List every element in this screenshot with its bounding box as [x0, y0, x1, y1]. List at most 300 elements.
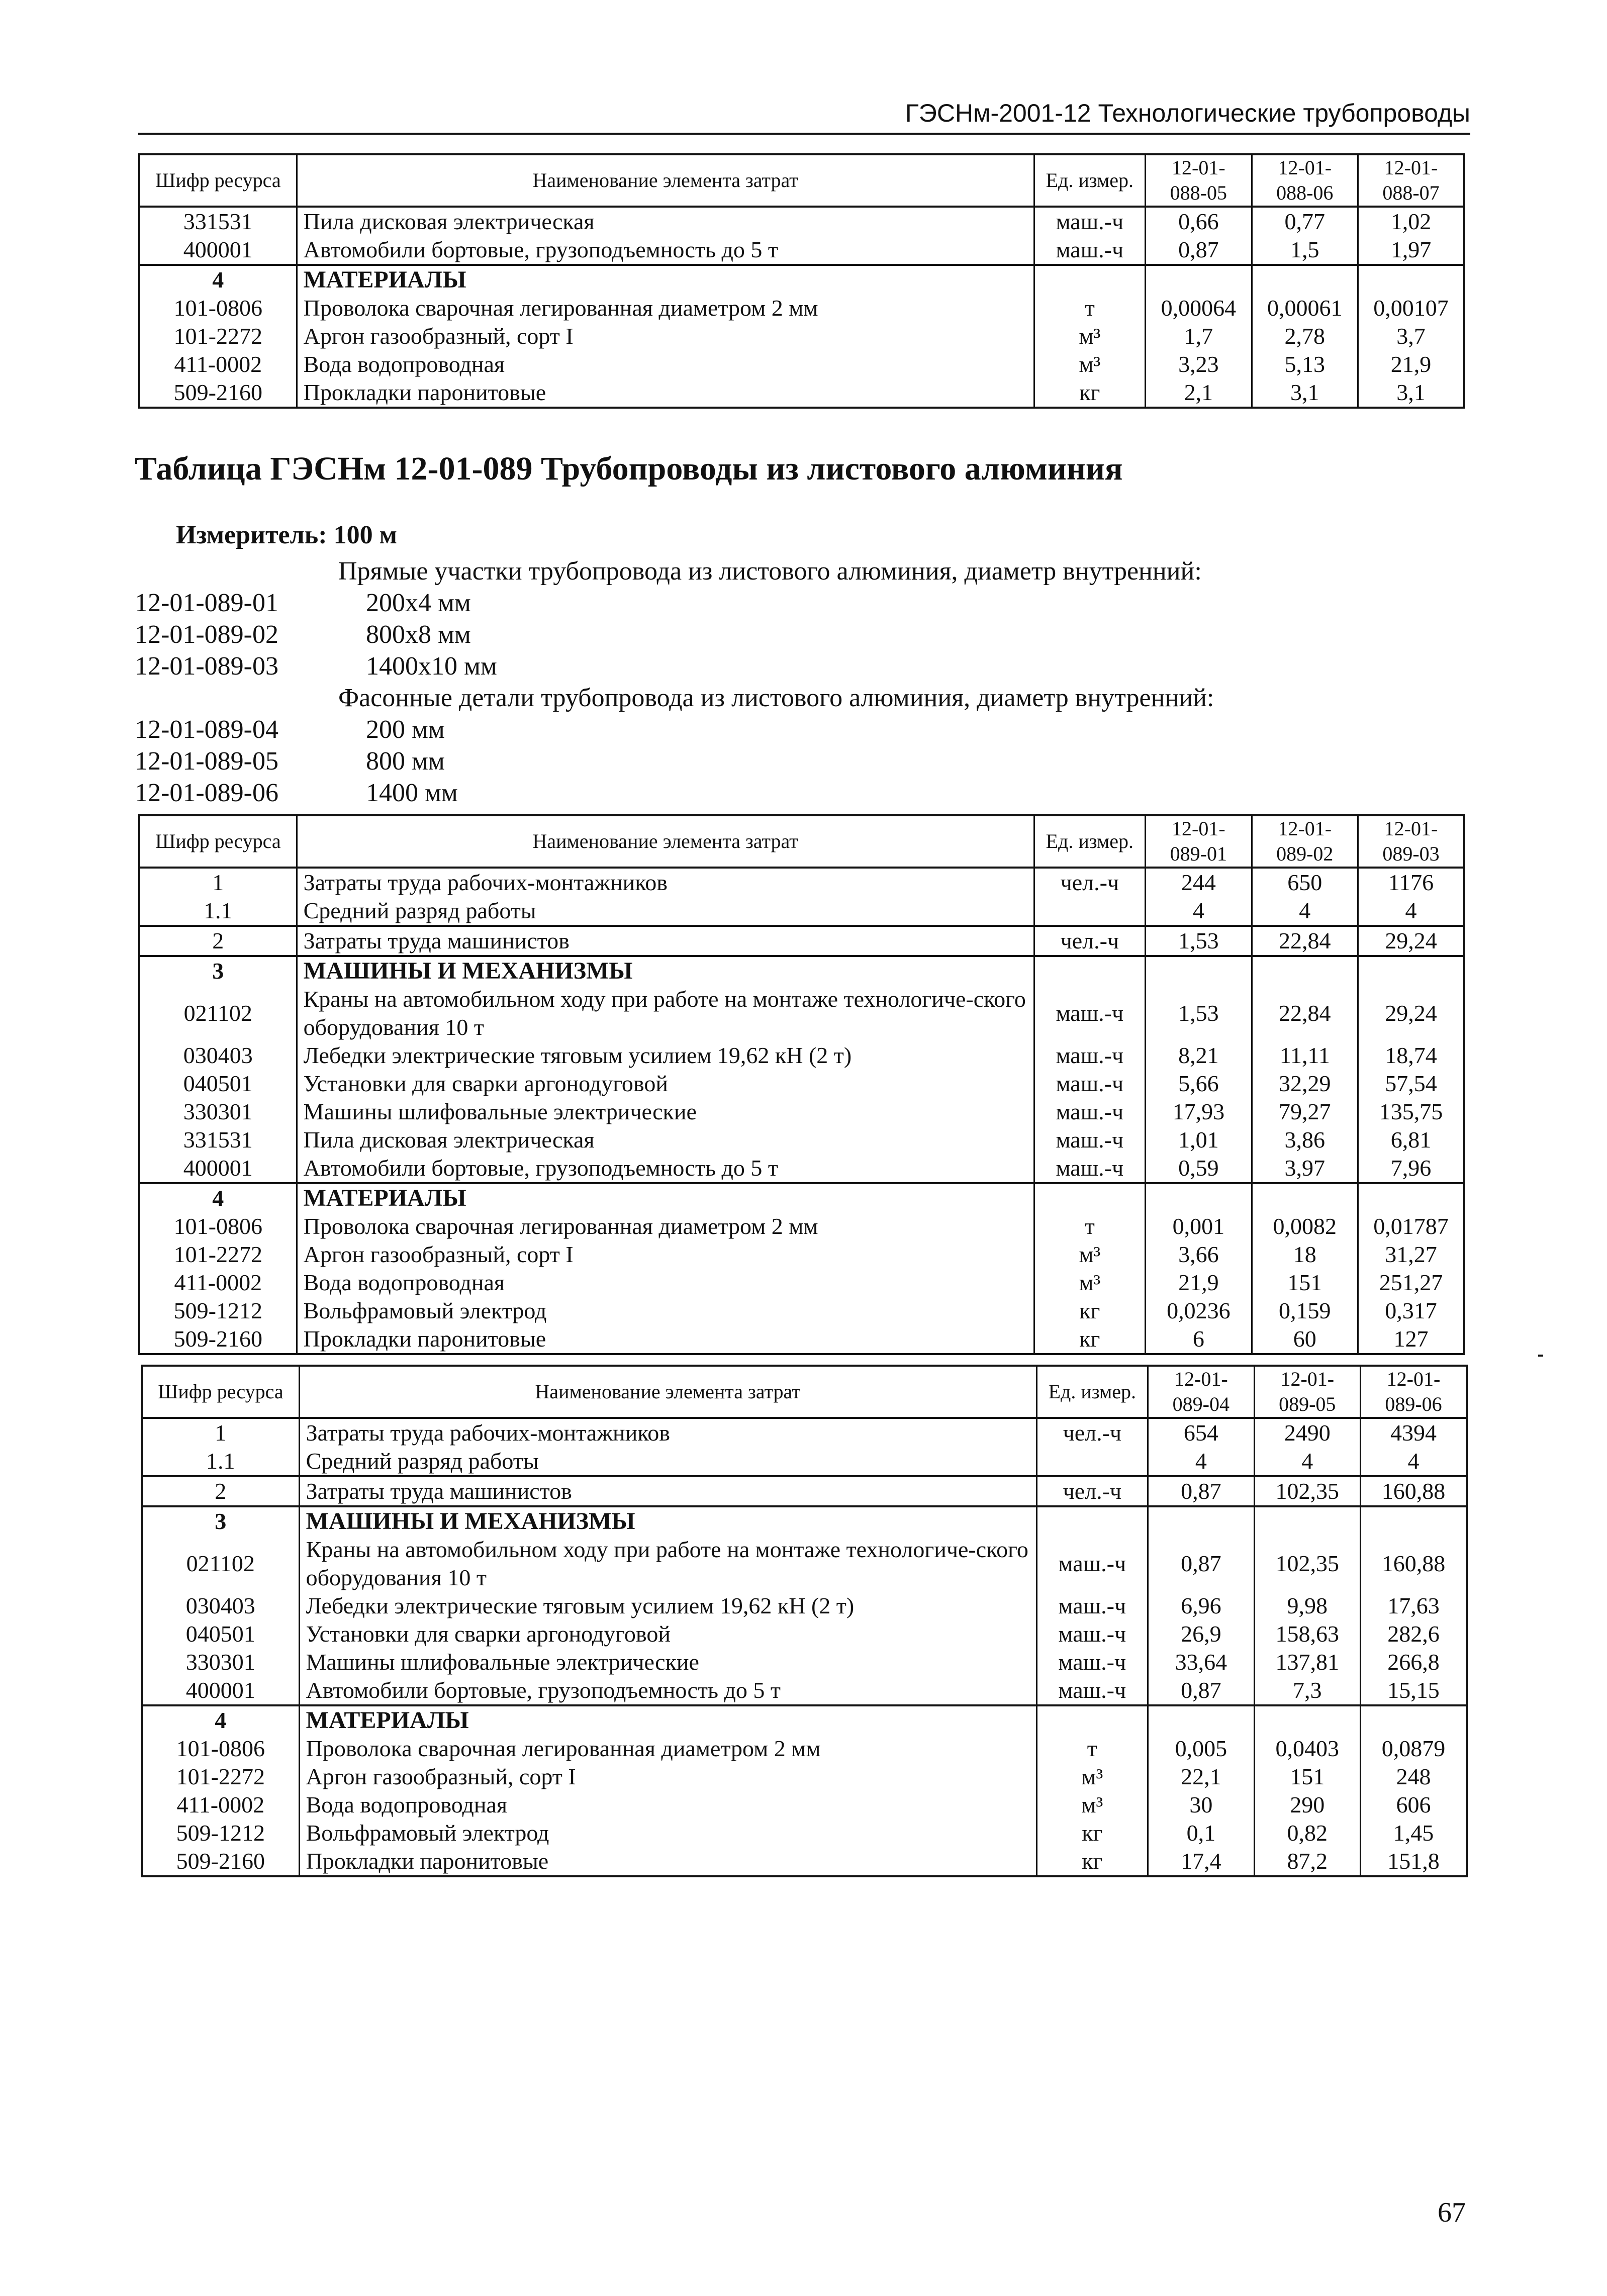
table-row	[142, 1418, 1467, 1447]
resource-value: 0,1	[1148, 1819, 1254, 1847]
resource-code: 400001	[142, 1676, 299, 1705]
header-code: Шифр ресурса	[139, 815, 297, 868]
header-unit: Ед. измер.	[1036, 1366, 1148, 1418]
resource-value: 160,88	[1361, 1476, 1467, 1506]
resource-unit: м³	[1034, 350, 1146, 378]
header-norm-code: 12-01- 089-02	[1252, 815, 1358, 868]
header-norm-code: 12-01- 088-05	[1146, 154, 1252, 207]
resource-code: 330301	[139, 1098, 297, 1126]
resource-value: 0,82	[1254, 1819, 1360, 1847]
resource-value: 5,13	[1252, 350, 1358, 378]
resource-unit: маш.-ч	[1034, 236, 1146, 265]
section-row	[139, 265, 1464, 294]
resource-value: 102,35	[1254, 1476, 1360, 1506]
resource-code: 509-2160	[139, 378, 297, 408]
resource-value: 1176	[1358, 868, 1465, 897]
resource-value: 1,97	[1358, 236, 1465, 265]
resource-unit: т	[1036, 1735, 1148, 1763]
resource-unit: маш.-ч	[1034, 207, 1146, 236]
resource-value: 0,77	[1252, 207, 1358, 236]
table-row	[142, 1592, 1467, 1620]
table-row	[142, 1791, 1467, 1819]
resource-value: 17,63	[1361, 1592, 1467, 1620]
section-row	[142, 1506, 1467, 1536]
table-row	[139, 207, 1464, 236]
item-size: 200 мм	[366, 715, 445, 744]
resource-unit: т	[1034, 294, 1146, 322]
resource-value: 0,00061	[1252, 294, 1358, 322]
resource-code: 3	[142, 1506, 299, 1536]
resource-value: 6,81	[1358, 1126, 1465, 1154]
measure-unit: Измеритель: 100 м	[176, 521, 398, 549]
resource-value: 8,21	[1146, 1041, 1252, 1070]
resource-code: 509-1212	[139, 1297, 297, 1325]
resource-value	[1252, 265, 1358, 294]
table-row	[139, 1041, 1464, 1070]
resource-name: Автомобили бортовые, грузоподъемность до 5 т	[299, 1676, 1036, 1705]
resource-code: 101-2272	[142, 1763, 299, 1791]
resource-value: 6	[1146, 1325, 1252, 1354]
resource-value: 22,1	[1148, 1763, 1254, 1791]
resource-name: Проволока сварочная легированная диаметром 2 мм	[299, 1735, 1036, 1763]
resource-value: 0,66	[1146, 207, 1252, 236]
table-row	[139, 1126, 1464, 1154]
resource-name: Установки для сварки аргонодуговой	[299, 1620, 1036, 1648]
resource-value: 606	[1361, 1791, 1467, 1819]
resource-code: 101-0806	[139, 1212, 297, 1240]
resource-unit: т	[1034, 1212, 1146, 1240]
resource-name: Прокладки паронитовые	[299, 1847, 1036, 1876]
resource-value: 1,01	[1146, 1126, 1252, 1154]
resource-code: 030403	[139, 1041, 297, 1070]
resource-table-088	[138, 153, 1465, 409]
header-code: Шифр ресурса	[142, 1366, 299, 1418]
resource-value: 0,159	[1252, 1297, 1358, 1325]
resource-unit: кг	[1036, 1847, 1148, 1876]
resource-value: 3,23	[1146, 350, 1252, 378]
resource-value: 29,24	[1358, 985, 1465, 1041]
item-code: 12-01-089-03	[135, 652, 278, 681]
resource-value: 3,1	[1358, 378, 1465, 408]
resource-code: 1	[139, 868, 297, 897]
header-name: Наименование элемента затрат	[297, 154, 1034, 207]
resource-value: 158,63	[1254, 1620, 1360, 1648]
resource-value: 151,8	[1361, 1847, 1467, 1876]
resource-unit: м³	[1036, 1791, 1148, 1819]
resource-unit: маш.-ч	[1034, 1154, 1146, 1183]
resource-value: 0,317	[1358, 1297, 1465, 1325]
header-norm-code: 12-01- 089-03	[1358, 815, 1465, 868]
resource-name: Пила дисковая электрическая	[297, 1126, 1034, 1154]
resource-unit: м³	[1034, 1240, 1146, 1269]
resource-name: МАШИНЫ И МЕХАНИЗМЫ	[299, 1506, 1036, 1536]
section-title: Таблица ГЭСНм 12-01-089 Трубопроводы из листового алюминия	[135, 450, 1123, 487]
resource-value	[1146, 1183, 1252, 1212]
resource-unit: маш.-ч	[1034, 1070, 1146, 1098]
item-size: 200х4 мм	[366, 589, 471, 617]
resource-name: Машины шлифовальные электрические	[299, 1648, 1036, 1676]
resource-value: 22,84	[1252, 985, 1358, 1041]
resource-unit	[1034, 1183, 1146, 1212]
resource-unit	[1036, 1506, 1148, 1536]
resource-value	[1358, 265, 1465, 294]
resource-value: 0,00064	[1146, 294, 1252, 322]
resource-code: 509-2160	[139, 1325, 297, 1354]
table-row	[139, 236, 1464, 265]
resource-value: 1,7	[1146, 322, 1252, 350]
table-row	[139, 868, 1464, 897]
resource-code: 1.1	[142, 1447, 299, 1476]
resource-value: 30	[1148, 1791, 1254, 1819]
resource-value: 266,8	[1361, 1648, 1467, 1676]
resource-value: 0,005	[1148, 1735, 1254, 1763]
resource-value: 0,00107	[1358, 294, 1465, 322]
table-row	[139, 294, 1464, 322]
resource-value: 3,7	[1358, 322, 1465, 350]
resource-value	[1361, 1506, 1467, 1536]
resource-code: 2	[142, 1476, 299, 1506]
resource-unit: маш.-ч	[1036, 1648, 1148, 1676]
resource-value: 3,1	[1252, 378, 1358, 408]
resource-value: 4	[1148, 1447, 1254, 1476]
resource-value: 3,86	[1252, 1126, 1358, 1154]
resource-value: 7,3	[1254, 1676, 1360, 1705]
resource-name: Установки для сварки аргонодуговой	[297, 1070, 1034, 1098]
resource-name: МАТЕРИАЛЫ	[297, 1183, 1034, 1212]
resource-value: 18	[1252, 1240, 1358, 1269]
resource-code: 331531	[139, 207, 297, 236]
resource-unit: маш.-ч	[1034, 985, 1146, 1041]
resource-value: 1,53	[1146, 985, 1252, 1041]
resource-name: Вольфрамовый электрод	[299, 1819, 1036, 1847]
resource-value: 87,2	[1254, 1847, 1360, 1876]
resource-code: 101-0806	[142, 1735, 299, 1763]
table-header-row	[139, 154, 1464, 207]
table-header-row	[139, 815, 1464, 868]
table-row	[139, 926, 1464, 956]
resource-code: 101-2272	[139, 1240, 297, 1269]
resource-unit	[1036, 1447, 1148, 1476]
section-row	[139, 1183, 1464, 1212]
resource-code: 411-0002	[142, 1791, 299, 1819]
resource-value: 15,15	[1361, 1676, 1467, 1705]
resource-name: Прокладки паронитовые	[297, 378, 1034, 408]
resource-value: 244	[1146, 868, 1252, 897]
resource-name: Средний разряд работы	[297, 897, 1034, 926]
resource-name: Проволока сварочная легированная диаметром 2 мм	[297, 294, 1034, 322]
resource-unit: чел.-ч	[1034, 926, 1146, 956]
resource-value	[1254, 1506, 1360, 1536]
resource-value	[1361, 1705, 1467, 1735]
resource-value: 151	[1252, 1269, 1358, 1297]
resource-unit: чел.-ч	[1034, 868, 1146, 897]
resource-value: 0,87	[1148, 1476, 1254, 1506]
resource-value: 654	[1148, 1418, 1254, 1447]
resource-value	[1254, 1705, 1360, 1735]
item-size: 800х8 мм	[366, 620, 471, 649]
resource-value: 4394	[1361, 1418, 1467, 1447]
resource-name: МАТЕРИАЛЫ	[297, 265, 1034, 294]
resource-table-089-04-06	[141, 1365, 1468, 1877]
margin-mark	[1538, 1355, 1543, 1357]
resource-name: Лебедки электрические тяговым усилием 19,62 кН (2 т)	[299, 1592, 1036, 1620]
table-row	[139, 1269, 1464, 1297]
item-code: 12-01-089-01	[135, 589, 278, 617]
table-row	[139, 1070, 1464, 1098]
resource-value: 1,53	[1146, 926, 1252, 956]
resource-value: 0,0403	[1254, 1735, 1360, 1763]
resource-name: Автомобили бортовые, грузоподъемность до 5 т	[297, 236, 1034, 265]
resource-value: 17,93	[1146, 1098, 1252, 1126]
resource-value: 0,01787	[1358, 1212, 1465, 1240]
table-row	[142, 1763, 1467, 1791]
item-size: 1400х10 мм	[366, 652, 497, 681]
resource-code: 021102	[142, 1536, 299, 1592]
resource-value: 1,02	[1358, 207, 1465, 236]
resource-value: 0,0082	[1252, 1212, 1358, 1240]
header-norm-code: 12-01- 089-01	[1146, 815, 1252, 868]
running-title: ГЭСНм-2001-12 Технологические трубопроводы	[905, 99, 1470, 127]
resource-code: 021102	[139, 985, 297, 1041]
item-group-heading: Фасонные детали трубопровода из листового алюминия, диаметр внутренний:	[338, 684, 1214, 712]
item-group-heading: Прямые участки трубопровода из листового алюминия, диаметр внутренний:	[338, 557, 1202, 586]
resource-unit: кг	[1034, 1325, 1146, 1354]
resource-code: 509-2160	[142, 1847, 299, 1876]
table-row	[142, 1536, 1467, 1592]
resource-value	[1148, 1705, 1254, 1735]
table-header-row	[142, 1366, 1467, 1418]
resource-name: Аргон газообразный, сорт I	[297, 1240, 1034, 1269]
resource-value: 650	[1252, 868, 1358, 897]
resource-name: Пила дисковая электрическая	[297, 207, 1034, 236]
resource-value: 79,27	[1252, 1098, 1358, 1126]
section-row	[139, 956, 1464, 985]
resource-value: 2,1	[1146, 378, 1252, 408]
resource-name: Вода водопроводная	[299, 1791, 1036, 1819]
resource-value: 3,66	[1146, 1240, 1252, 1269]
table-row	[142, 1676, 1467, 1705]
table-row	[139, 897, 1464, 926]
resource-code: 330301	[142, 1648, 299, 1676]
resource-value: 0,0879	[1361, 1735, 1467, 1763]
resource-value: 160,88	[1361, 1536, 1467, 1592]
resource-unit	[1034, 956, 1146, 985]
table-row	[139, 1240, 1464, 1269]
resource-value: 32,29	[1252, 1070, 1358, 1098]
resource-value: 1,5	[1252, 236, 1358, 265]
resource-value: 7,96	[1358, 1154, 1465, 1183]
resource-value: 248	[1361, 1763, 1467, 1791]
resource-code: 3	[139, 956, 297, 985]
resource-code: 411-0002	[139, 1269, 297, 1297]
resource-unit: маш.-ч	[1034, 1126, 1146, 1154]
header-name: Наименование элемента затрат	[299, 1366, 1036, 1418]
resource-value: 29,24	[1358, 926, 1465, 956]
resource-name: Средний разряд работы	[299, 1447, 1036, 1476]
table-row	[142, 1648, 1467, 1676]
table-row	[142, 1819, 1467, 1847]
resource-name: Затраты труда рабочих-монтажников	[297, 868, 1034, 897]
table-row	[142, 1476, 1467, 1506]
resource-name: Аргон газообразный, сорт I	[297, 322, 1034, 350]
resource-code: 101-2272	[139, 322, 297, 350]
resource-value: 2,78	[1252, 322, 1358, 350]
resource-code: 4	[139, 1183, 297, 1212]
resource-name: Автомобили бортовые, грузоподъемность до 5 т	[297, 1154, 1034, 1183]
resource-code: 040501	[139, 1070, 297, 1098]
resource-value: 2490	[1254, 1418, 1360, 1447]
header-norm-code: 12-01- 089-04	[1148, 1366, 1254, 1418]
resource-name: Проволока сварочная легированная диаметром 2 мм	[297, 1212, 1034, 1240]
resource-unit: маш.-ч	[1036, 1620, 1148, 1648]
resource-value: 21,9	[1146, 1269, 1252, 1297]
resource-unit	[1034, 897, 1146, 926]
resource-code: 331531	[139, 1126, 297, 1154]
resource-value: 17,4	[1148, 1847, 1254, 1876]
resource-value: 33,64	[1148, 1648, 1254, 1676]
resource-value: 9,98	[1254, 1592, 1360, 1620]
resource-value: 31,27	[1358, 1240, 1465, 1269]
table-row	[139, 1297, 1464, 1325]
resource-unit: м³	[1034, 322, 1146, 350]
resource-value: 18,74	[1358, 1041, 1465, 1070]
table-row	[142, 1735, 1467, 1763]
resource-unit: маш.-ч	[1036, 1676, 1148, 1705]
resource-value: 102,35	[1254, 1536, 1360, 1592]
resource-value	[1146, 265, 1252, 294]
resource-value: 151	[1254, 1763, 1360, 1791]
resource-value: 137,81	[1254, 1648, 1360, 1676]
page-number: 67	[1438, 2197, 1466, 2228]
resource-name: Вольфрамовый электрод	[297, 1297, 1034, 1325]
resource-unit: кг	[1036, 1819, 1148, 1847]
resource-name: Затраты труда машинистов	[297, 926, 1034, 956]
resource-code: 030403	[142, 1592, 299, 1620]
resource-value: 4	[1358, 897, 1465, 926]
header-norm-code: 12-01- 089-06	[1361, 1366, 1467, 1418]
header-norm-code: 12-01- 088-07	[1358, 154, 1465, 207]
table-row	[139, 1325, 1464, 1354]
resource-value: 4	[1254, 1447, 1360, 1476]
resource-value: 5,66	[1146, 1070, 1252, 1098]
resource-code: 2	[139, 926, 297, 956]
resource-name: Краны на автомобильном ходу при работе на монтаже технологиче-ского оборудования 10 т	[299, 1536, 1036, 1592]
table-row	[139, 322, 1464, 350]
table-row	[139, 350, 1464, 378]
resource-name: Аргон газообразный, сорт I	[299, 1763, 1036, 1791]
resource-code: 101-0806	[139, 294, 297, 322]
resource-value: 21,9	[1358, 350, 1465, 378]
resource-unit: чел.-ч	[1036, 1476, 1148, 1506]
resource-value: 26,9	[1148, 1620, 1254, 1648]
header-name: Наименование элемента затрат	[297, 815, 1034, 868]
item-code: 12-01-089-06	[135, 779, 278, 807]
resource-value: 4	[1252, 897, 1358, 926]
resource-value: 0,87	[1148, 1536, 1254, 1592]
item-code: 12-01-089-05	[135, 747, 278, 776]
table-row	[139, 1212, 1464, 1240]
table-row	[139, 1098, 1464, 1126]
resource-value: 11,11	[1252, 1041, 1358, 1070]
resource-value: 0,0236	[1146, 1297, 1252, 1325]
resource-unit: маш.-ч	[1036, 1592, 1148, 1620]
resource-unit: маш.-ч	[1034, 1098, 1146, 1126]
resource-value: 60	[1252, 1325, 1358, 1354]
resource-name: МАШИНЫ И МЕХАНИЗМЫ	[297, 956, 1034, 985]
running-header	[138, 89, 1470, 135]
resource-value: 0,87	[1146, 236, 1252, 265]
resource-value	[1146, 956, 1252, 985]
resource-value: 4	[1361, 1447, 1467, 1476]
resource-value: 127	[1358, 1325, 1465, 1354]
resource-value: 22,84	[1252, 926, 1358, 956]
resource-value: 0,001	[1146, 1212, 1252, 1240]
resource-value: 6,96	[1148, 1592, 1254, 1620]
resource-value: 0,87	[1148, 1676, 1254, 1705]
table-row	[142, 1847, 1467, 1876]
item-size: 800 мм	[366, 747, 445, 776]
resource-unit: чел.-ч	[1036, 1418, 1148, 1447]
resource-value: 290	[1254, 1791, 1360, 1819]
resource-name: Краны на автомобильном ходу при работе на монтаже технологиче-ского оборудования 10 т	[297, 985, 1034, 1041]
resource-value	[1252, 1183, 1358, 1212]
resource-value: 57,54	[1358, 1070, 1465, 1098]
resource-code: 509-1212	[142, 1819, 299, 1847]
resource-unit	[1036, 1705, 1148, 1735]
resource-code: 040501	[142, 1620, 299, 1648]
header-code: Шифр ресурса	[139, 154, 297, 207]
header-unit: Ед. измер.	[1034, 815, 1146, 868]
resource-value: 282,6	[1361, 1620, 1467, 1648]
resource-name: Затраты труда машинистов	[299, 1476, 1036, 1506]
resource-value	[1148, 1506, 1254, 1536]
resource-value: 4	[1146, 897, 1252, 926]
resource-value	[1358, 956, 1465, 985]
resource-table-089-01-03	[138, 814, 1465, 1355]
table-row	[139, 985, 1464, 1041]
table-row	[139, 378, 1464, 408]
header-norm-code: 12-01- 089-05	[1254, 1366, 1360, 1418]
resource-code: 400001	[139, 236, 297, 265]
resource-name: Лебедки электрические тяговым усилием 19,62 кН (2 т)	[297, 1041, 1034, 1070]
resource-name: Машины шлифовальные электрические	[297, 1098, 1034, 1126]
resource-code: 411-0002	[139, 350, 297, 378]
resource-unit	[1034, 265, 1146, 294]
resource-unit: маш.-ч	[1036, 1536, 1148, 1592]
resource-value	[1358, 1183, 1465, 1212]
table-row	[139, 1154, 1464, 1183]
resource-unit: кг	[1034, 1297, 1146, 1325]
resource-code: 400001	[139, 1154, 297, 1183]
item-size: 1400 мм	[366, 779, 458, 807]
resource-code: 4	[142, 1705, 299, 1735]
resource-unit: м³	[1036, 1763, 1148, 1791]
resource-unit: м³	[1034, 1269, 1146, 1297]
resource-code: 1.1	[139, 897, 297, 926]
resource-name: Вода водопроводная	[297, 1269, 1034, 1297]
resource-code: 4	[139, 265, 297, 294]
table-row	[142, 1620, 1467, 1648]
resource-value: 251,27	[1358, 1269, 1465, 1297]
table-row	[142, 1447, 1467, 1476]
header-unit: Ед. измер.	[1034, 154, 1146, 207]
resource-name: МАТЕРИАЛЫ	[299, 1705, 1036, 1735]
resource-value: 0,59	[1146, 1154, 1252, 1183]
resource-unit: кг	[1034, 378, 1146, 408]
section-row	[142, 1705, 1467, 1735]
resource-code: 1	[142, 1418, 299, 1447]
resource-value	[1252, 956, 1358, 985]
